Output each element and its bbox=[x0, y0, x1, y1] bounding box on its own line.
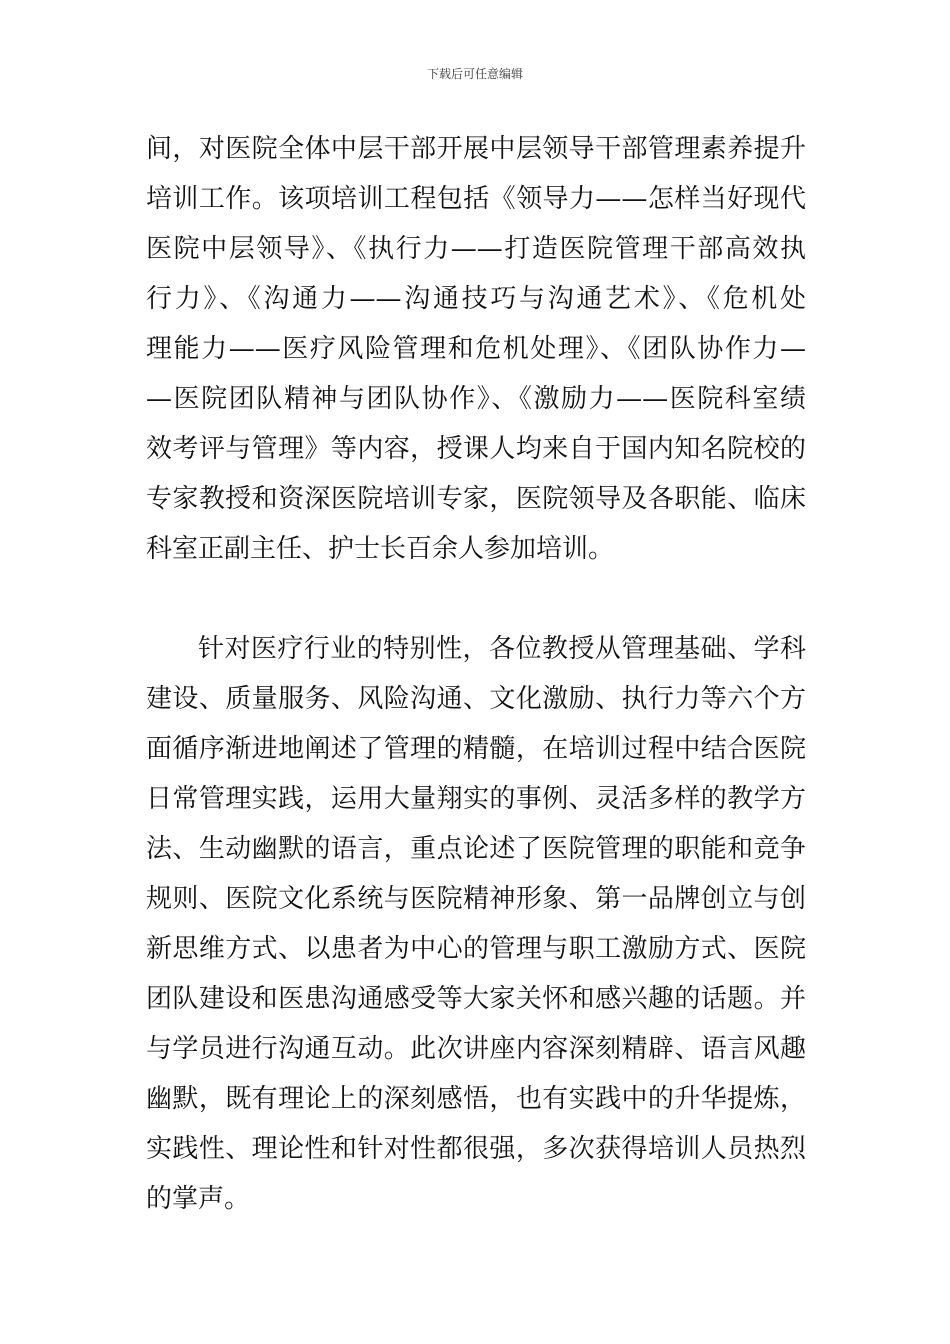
paragraph-line: 医院中层领导》、《执行力——打造医院管理干部高效执 bbox=[146, 234, 806, 264]
paragraph-2 bbox=[146, 624, 806, 1224]
paragraph-line: 实践性、理论性和针对性都很强，多次获得培训人员热烈 bbox=[146, 1134, 806, 1164]
paragraph-line: 专家教授和资深医院培训专家，医院领导及各职能、临床 bbox=[146, 484, 806, 514]
paragraph-line: 日常管理实践，运用大量翔实的事例、灵活多样的教学方 bbox=[146, 784, 806, 814]
paragraph-line: 针对医疗行业的特别性，各位教授从管理基础、学科 bbox=[198, 634, 806, 664]
paragraph-line: 培训工作。该项培训工程包括《领导力——怎样当好现代 bbox=[146, 184, 806, 214]
paragraph-spacer bbox=[146, 574, 806, 624]
paragraph-line: 新思维方式、以患者为中心的管理与职工激励方式、医院 bbox=[146, 934, 806, 964]
paragraph-line: 团队建设和医患沟通感受等大家关怀和感兴趣的话题。并 bbox=[146, 984, 806, 1014]
paragraph-1 bbox=[146, 124, 806, 574]
paragraph-line: 效考评与管理》等内容，授课人均来自于国内知名院校的 bbox=[146, 434, 806, 464]
document-body bbox=[146, 124, 806, 1224]
paragraph-line: 规则、医院文化系统与医院精神形象、第一品牌创立与创 bbox=[146, 884, 806, 914]
paragraph-line: 幽默，既有理论上的深刻感悟，也有实践中的升华提炼， bbox=[146, 1084, 806, 1114]
paragraph-line: 科室正副主任、护士长百余人参加培训。 bbox=[146, 534, 615, 564]
paragraph-line: 理能力——医疗风险管理和危机处理》、《团队协作力— bbox=[146, 334, 806, 364]
paragraph-line: 法、生动幽默的语言，重点论述了医院管理的职能和竞争 bbox=[146, 834, 806, 864]
paragraph-line: 的掌声。 bbox=[146, 1184, 251, 1214]
paragraph-line: 间，对医院全体中层干部开展中层领导干部管理素养提升 bbox=[146, 134, 806, 164]
paragraph-line: —医院团队精神与团队协作》、《激励力——医院科室绩 bbox=[146, 384, 806, 414]
paragraph-line: 行力》、《沟通力——沟通技巧与沟通艺术》、《危机处 bbox=[146, 284, 806, 314]
page-header: 下载后可任意编辑 bbox=[426, 67, 523, 81]
paragraph-line: 建设、质量服务、风险沟通、文化激励、执行力等六个方 bbox=[146, 684, 806, 714]
paragraph-line: 与学员进行沟通互动。此次讲座内容深刻精辟、语言风趣 bbox=[146, 1034, 806, 1064]
paragraph-line: 面循序渐进地阐述了管理的精髓，在培训过程中结合医院 bbox=[146, 734, 806, 764]
